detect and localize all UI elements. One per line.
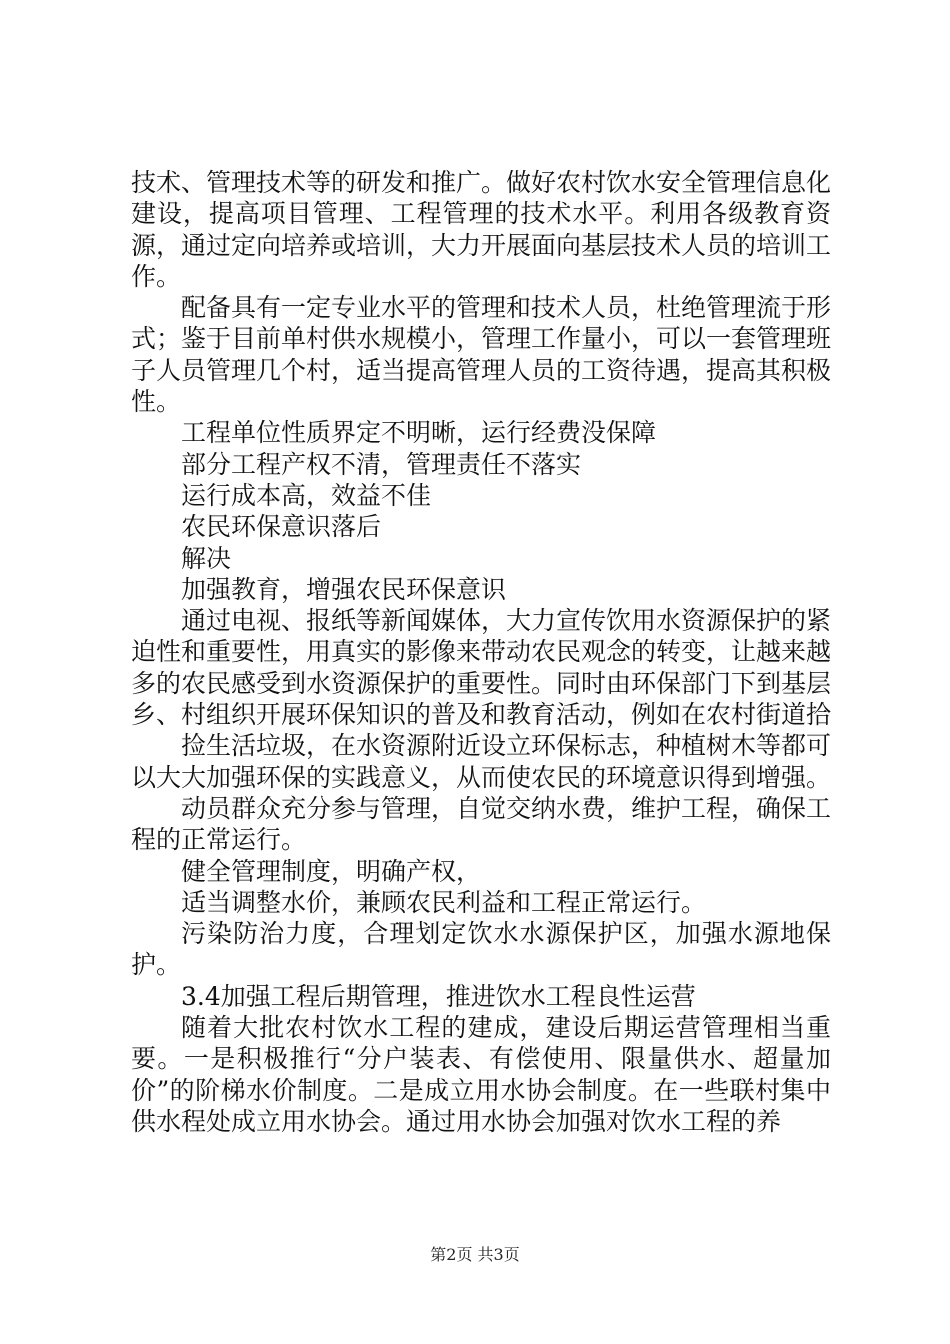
paragraph-4: 部分工程产权不清，管理责任不落实 — [181, 449, 582, 479]
paragraph-12: 健全管理制度，明确产权， — [181, 856, 482, 886]
paragraph-11: 动员群众充分参与管理，自觉交纳水费，维护工程，确保工程的正常运行。 — [131, 793, 832, 855]
paragraph-6: 农民环保意识落后 — [181, 512, 382, 542]
document-body — [131, 167, 831, 1137]
paragraph-9: 通过电视、报纸等新闻媒体，大力宣传饮用水资源保护的紧迫性和重要性，用真实的影像来带动农民观念的转变，让越来越多的农民感受到水资源保护的重要性。同时由环保部门下到基层乡、村组织开展环保知识的普及和教育活动，例如在农村街道拾 — [131, 606, 832, 730]
page-number-footer: 第2页 共3页 — [430, 1245, 520, 1264]
paragraph-1: 技术、管理技术等的研发和推广。做好农村饮水安全管理信息化建设，提高项目管理、工程管理的技术水平。利用各级教育资源，通过定向培养或培训，大力开展面向基层技术人员的培训工作。 — [131, 168, 832, 291]
paragraph-2: 配备具有一定专业水平的管理和技术人员，杜绝管理流于形式；鉴于目前单村供水规模小，管理工作量小，可以一套管理班子人员管理几个村，适当提高管理人员的工资待遇，提高其积极性。 — [131, 293, 832, 417]
paragraph-14: 污染防治力度，合理划定饮水水源保护区，加强水源地保护。 — [131, 919, 831, 980]
paragraph-8: 加强教育，增强农民环保意识 — [181, 574, 507, 604]
paragraph-10: 捡生活垃圾，在水资源附近设立环保标志，种植树木等都可以大大加强环保的实践意义，从而使农民的环境意识得到增强。 — [131, 731, 832, 792]
paragraph-3: 工程单位性质界定不明晰，运行经费没保障 — [181, 418, 657, 448]
paragraph-13: 适当调整水价，兼顾农民利益和工程正常运行。 — [181, 887, 707, 917]
paragraph-7: 解决 — [181, 543, 232, 573]
paragraph-5: 运行成本高，效益不佳 — [181, 480, 432, 510]
section-heading-3-4: 3.4加强工程后期管理，推进饮水工程良性运营 — [181, 981, 696, 1011]
paragraph-16: 随着大批农村饮水工程的建成，建设后期运营管理相当重要。一是积极推行“分户装表、有偿使用、限量供水、超量加价”的阶梯水价制度。二是成立用水协会制度。在一些联村集中供水程处成立用水协会。通过用水协会加强对饮水工程的养 — [131, 1013, 831, 1136]
